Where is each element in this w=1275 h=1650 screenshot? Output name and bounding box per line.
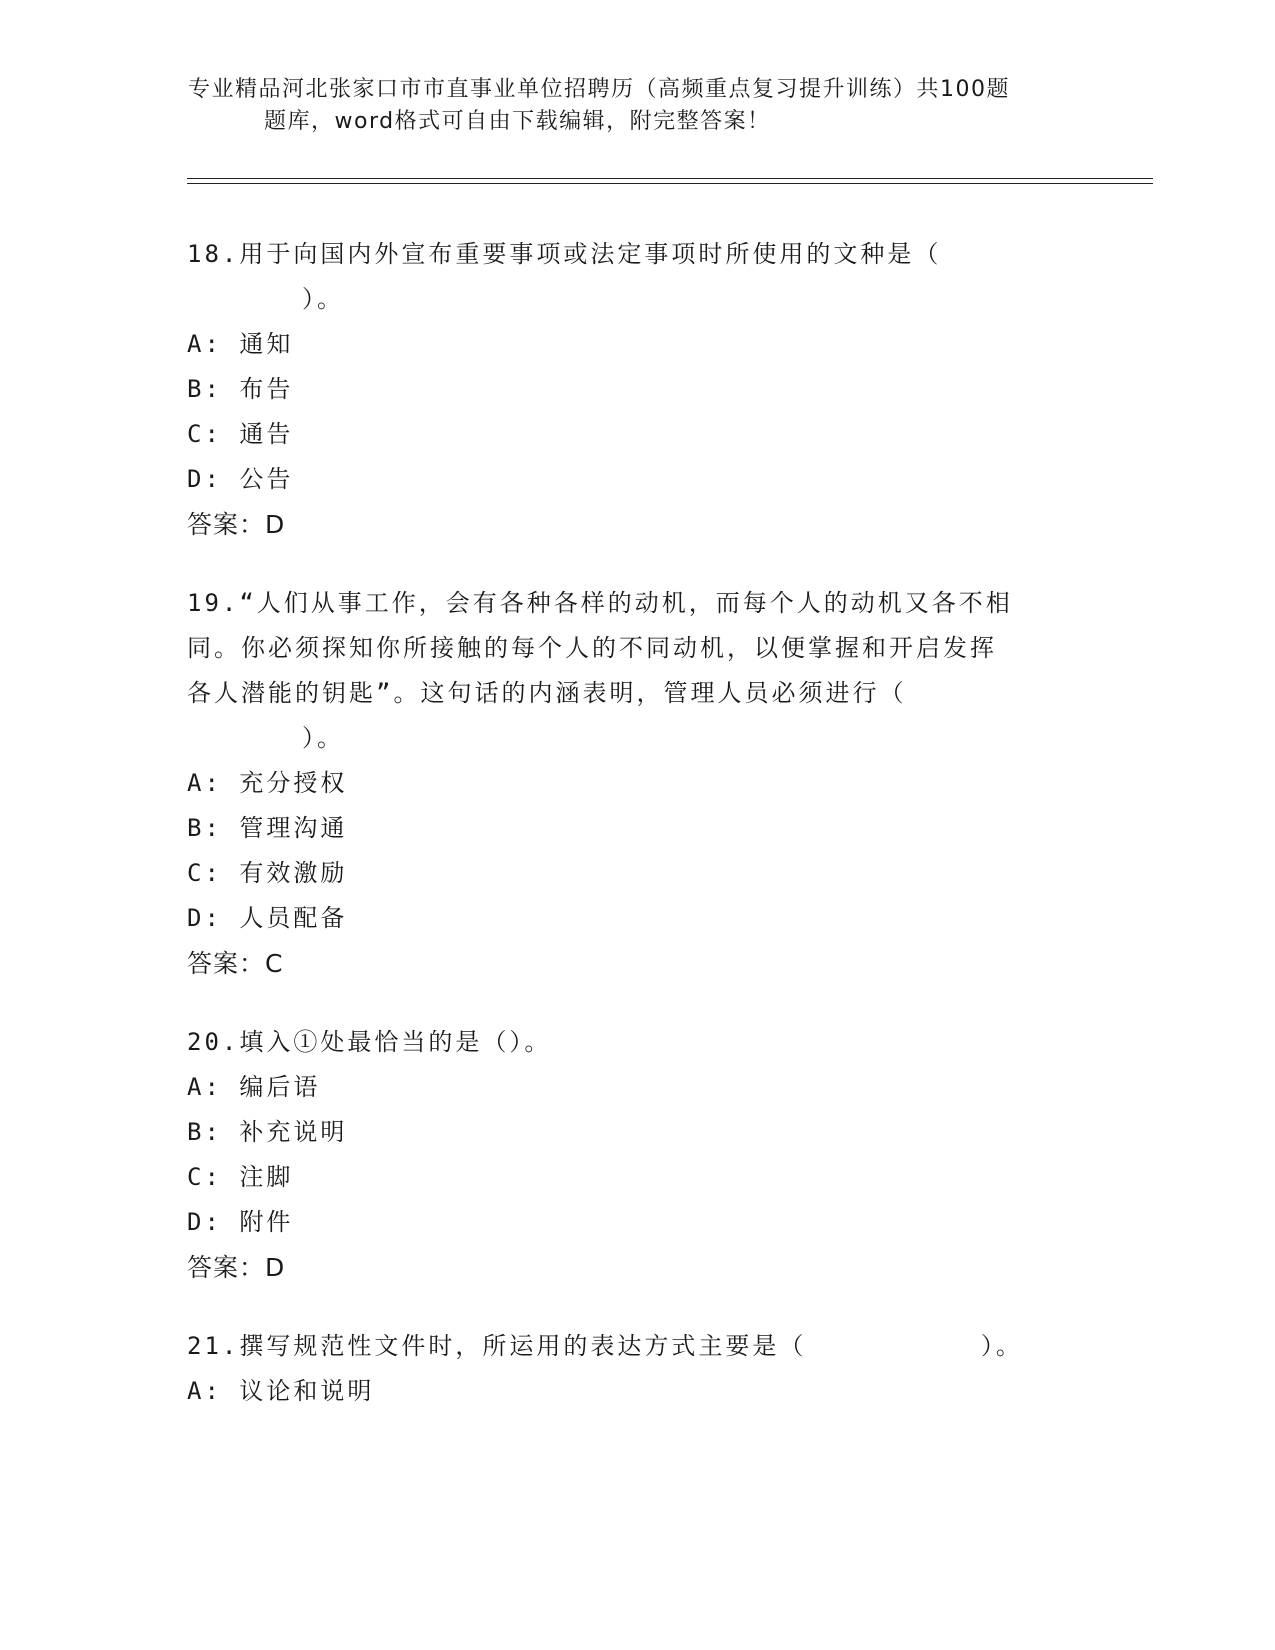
option-a: A: 通知 xyxy=(187,330,294,358)
option-d: D: 人员配备 xyxy=(187,904,348,932)
header-divider-bottom xyxy=(187,183,1153,184)
question-stem: 同。你必须探知你所接触的每个人的不同动机，以便掌握和开启发挥 xyxy=(187,634,997,662)
header-title-line-2: 题库，word格式可自由下载编辑，附完整答案！ xyxy=(264,109,771,134)
answer-text: 答案：D xyxy=(187,1253,286,1282)
option-b: B: 补充说明 xyxy=(187,1118,348,1146)
header-title-line-1: 专业精品河北张家口市市直事业单位招聘历（高频重点复习提升训练）共100题 xyxy=(188,77,1010,102)
document-header xyxy=(188,74,1068,138)
option-a: A: 充分授权 xyxy=(187,769,348,797)
question-stem: 各人潜能的钥匙”。这句话的内涵表明，管理人员必须进行（ xyxy=(187,679,907,707)
option-d: D: 附件 xyxy=(187,1208,294,1236)
question-19 xyxy=(187,581,1087,986)
question-stem: 19.“人们从事工作，会有各种各样的动机，而每个人的动机又各不相 xyxy=(187,589,1013,617)
option-c: C: 有效激励 xyxy=(187,859,348,887)
question-20 xyxy=(187,1020,1087,1290)
option-b: B: 布告 xyxy=(187,375,294,403)
question-stem-tail: ）。 xyxy=(302,285,344,313)
question-stem-tail: ）。 xyxy=(302,724,344,752)
question-stem: 20.填入①处最恰当的是（）。 xyxy=(187,1028,552,1056)
option-d: D: 公告 xyxy=(187,465,294,493)
option-b: B: 管理沟通 xyxy=(187,814,348,842)
question-list xyxy=(187,232,1087,1448)
answer-text: 答案：C xyxy=(187,949,284,978)
question-stem: 21.撰写规范性文件时，所运用的表达方式主要是（ ）。 xyxy=(187,1332,1023,1360)
option-c: C: 通告 xyxy=(187,420,294,448)
question-18 xyxy=(187,232,1087,547)
option-a: A: 编后语 xyxy=(187,1073,321,1101)
option-a: A: 议论和说明 xyxy=(187,1377,375,1405)
question-stem: 18.用于向国内外宣布重要事项或法定事项时所使用的文种是（ xyxy=(187,240,942,268)
option-c: C: 注脚 xyxy=(187,1163,294,1191)
header-divider-top xyxy=(187,178,1153,179)
answer-text: 答案：D xyxy=(187,510,286,539)
question-21 xyxy=(187,1324,1087,1414)
